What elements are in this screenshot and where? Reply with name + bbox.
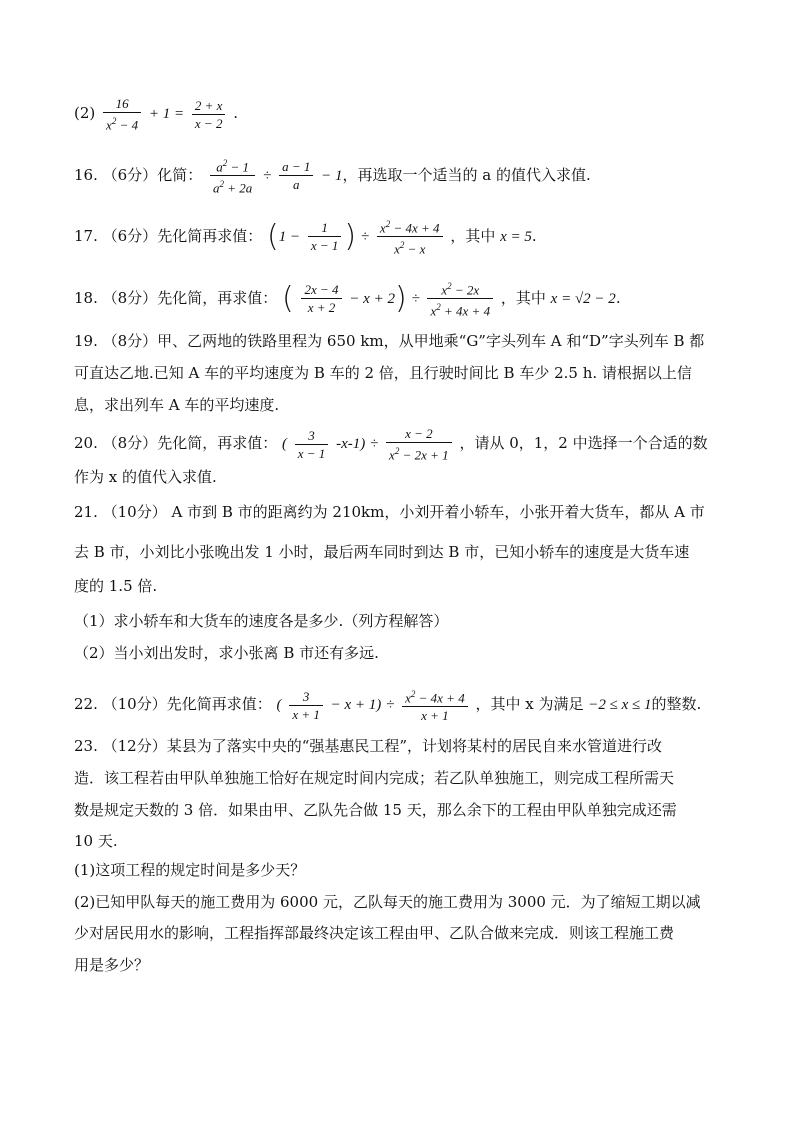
q20-prompt: 先化简，再求值： xyxy=(157,434,278,453)
q19-line3: 息，求出列车 A 车的平均速度. xyxy=(74,396,280,414)
q22-score: （10分） xyxy=(102,695,167,714)
q22-end: 的整数. xyxy=(651,695,702,714)
q18-score: （8分） xyxy=(102,288,158,307)
q23-line3: 数是规定天数的 3 倍．如果由甲、乙队先合做 15 天，那么余下的工程由甲队单独完成还需 xyxy=(74,801,677,819)
q16-number: 16. xyxy=(74,165,98,184)
q22-condition: −2 ≤ x ≤ 1 xyxy=(588,697,652,714)
fraction: $\frac{a - 1}{a}$ xyxy=(279,158,313,193)
q17-condition: x = 5 xyxy=(500,228,532,245)
q16-score: （6分） xyxy=(102,165,158,184)
q15-part2-tail: . xyxy=(233,104,239,123)
fraction: $\frac{x^2 - 2x}{x^2 + 4x + 4}$ xyxy=(427,278,493,320)
q22-prompt: 先化简再求值： xyxy=(166,695,272,714)
q17-prompt: 先化简再求值： xyxy=(157,226,263,245)
q18-number: 18. xyxy=(74,288,98,307)
q20-score: （8分） xyxy=(102,434,158,453)
q18-condition: x = √2 − 2 xyxy=(550,290,616,307)
q16-after: ，再选取一个适当的 a 的值代入求值. xyxy=(342,165,591,184)
fraction: $\frac{3}{x + 1}$ xyxy=(289,688,323,723)
q18-end: . xyxy=(615,288,621,307)
q19-line2: 可直达乙地.已知 A 车的平均速度为 B 车的 2 倍，且行驶时间比 B 车少 2.5 h. 请根据以上信 xyxy=(74,364,692,382)
q23-line1: 23. （12分）某县为了落实中央的“强基惠民工程”，计划将某村的居民自来水管道进行改 xyxy=(74,737,663,755)
q16-prompt: 化简： xyxy=(157,165,203,184)
q19-line1: 19. （8分）甲、乙两地的铁路里程为 650 km，从甲地乘“G”字头列车 A 和“D”字头列车 B 都 xyxy=(74,332,705,350)
q17-after: ，其中 xyxy=(450,226,496,245)
q17-score: （6分） xyxy=(102,226,158,245)
fraction: $\frac{a^2 - 1}{a^2 + 2a}$ xyxy=(210,155,255,197)
fraction: $\frac{16}{x^2 - 4}$ xyxy=(103,95,141,133)
q20: 20. （8分）先化简，再求值： ( $\frac{3}{x - 1}$ -x-1) ÷ $\frac{x - 2}{x^2 - 2x + 1}$ ，请从 0，1，2 中选择一个合适的数 xyxy=(74,426,708,463)
q22-number: 22. xyxy=(74,695,98,714)
q20-line2: 作为 x 的值代入求值. xyxy=(74,468,217,486)
q22: 22. （10分）先化简再求值： ( $\frac{3}{x + 1}$ − x + 1) ÷ $\frac{x^2 - 4x + 4}{x + 1}$ ，其中 x 为满足 −2 ≤ x ≤ 1的整数. xyxy=(74,686,701,724)
q21-line1: 21. （10分） A 市到 B 市的距离约为 210km，小刘开着小轿车，小张开着大货车，都从 A 市 xyxy=(74,503,705,521)
q20-after: ，请从 0，1，2 中选择一个合适的数 xyxy=(459,434,708,453)
q20-number: 20. xyxy=(74,434,98,453)
q21-sub2: （2）当小刘出发时，求小张离 B 市还有多远. xyxy=(74,644,379,662)
fraction: $\frac{x - 2}{x^2 - 2x + 1}$ xyxy=(386,425,452,463)
fraction: $\frac{2x - 4}{x + 2}$ xyxy=(301,281,341,316)
q21-line3: 度的 1.5 倍. xyxy=(74,577,158,595)
q16: 16. （6分）化简： $\frac{a^2 - 1}{a^2 + 2a}$ ÷ $\frac{a - 1}{a}$ − 1，再选取一个适当的 a 的值代入求值. xyxy=(74,155,591,197)
fraction: $\frac{x^2 - 4x + 4}{x + 1}$ xyxy=(402,686,468,724)
q17: 17. （6分）先化简再求值： (1 − $\frac{1}{x - 1}$ ) ÷ $\frac{x^2 - 4x + 4}{x^2 - x}$ ，其中 x = 5. xyxy=(74,216,537,258)
q15-part2: (2) $\frac{16}{x^2 - 4}$ + 1 = $\frac{2 + x}{x - 2}$ . xyxy=(74,96,239,133)
fraction: $\frac{2 + x}{x - 2}$ xyxy=(192,97,226,132)
q23-line4: 10 天. xyxy=(74,832,118,850)
q18: 18. （8分）先化简，再求值： ( $\frac{2x - 4}{x + 2}$ − x + 2) ÷ $\frac{x^2 - 2x}{x^2 + 4x + 4}$ ，其中 x = √2 − 2. xyxy=(74,278,621,320)
q23-sub2-line1: (2)已知甲队每天的施工费用为 6000 元，乙队每天的施工费用为 3000 元．为了缩短工期以减 xyxy=(74,893,701,911)
q22-after: ，其中 x 为满足 xyxy=(475,695,584,714)
fraction: $\frac{3}{x - 1}$ xyxy=(295,427,329,462)
q23-sub1: (1)这项工程的规定时间是多少天？ xyxy=(74,861,306,879)
fraction: $\frac{1}{x - 1}$ xyxy=(308,219,342,254)
q23-line2: 造．该工程若由甲队单独施工恰好在规定时间内完成；若乙队单独施工，则完成工程所需天 xyxy=(74,769,675,787)
fraction: $\frac{x^2 - 4x + 4}{x^2 - x}$ xyxy=(377,216,443,258)
q21-line2: 去 B 市，小刘比小张晚出发 1 小时，最后两车同时到达 B 市，已知小轿车的速度是大货车速 xyxy=(74,543,690,561)
q23-sub2-line2: 少对居民用水的影响，工程指挥部最终决定该工程由甲、乙队合做来完成．则该工程施工费 xyxy=(74,924,675,942)
q21-sub1: （1）求小轿车和大货车的速度各是多少.（列方程解答） xyxy=(74,612,449,630)
q18-prompt: 先化简，再求值： xyxy=(157,288,278,307)
q15-part2-label: (2) xyxy=(74,104,96,123)
q17-end: . xyxy=(531,226,537,245)
q23-sub2-line3: 用是多少？ xyxy=(74,956,150,974)
q17-number: 17. xyxy=(74,226,98,245)
q18-after: ，其中 xyxy=(500,288,546,307)
